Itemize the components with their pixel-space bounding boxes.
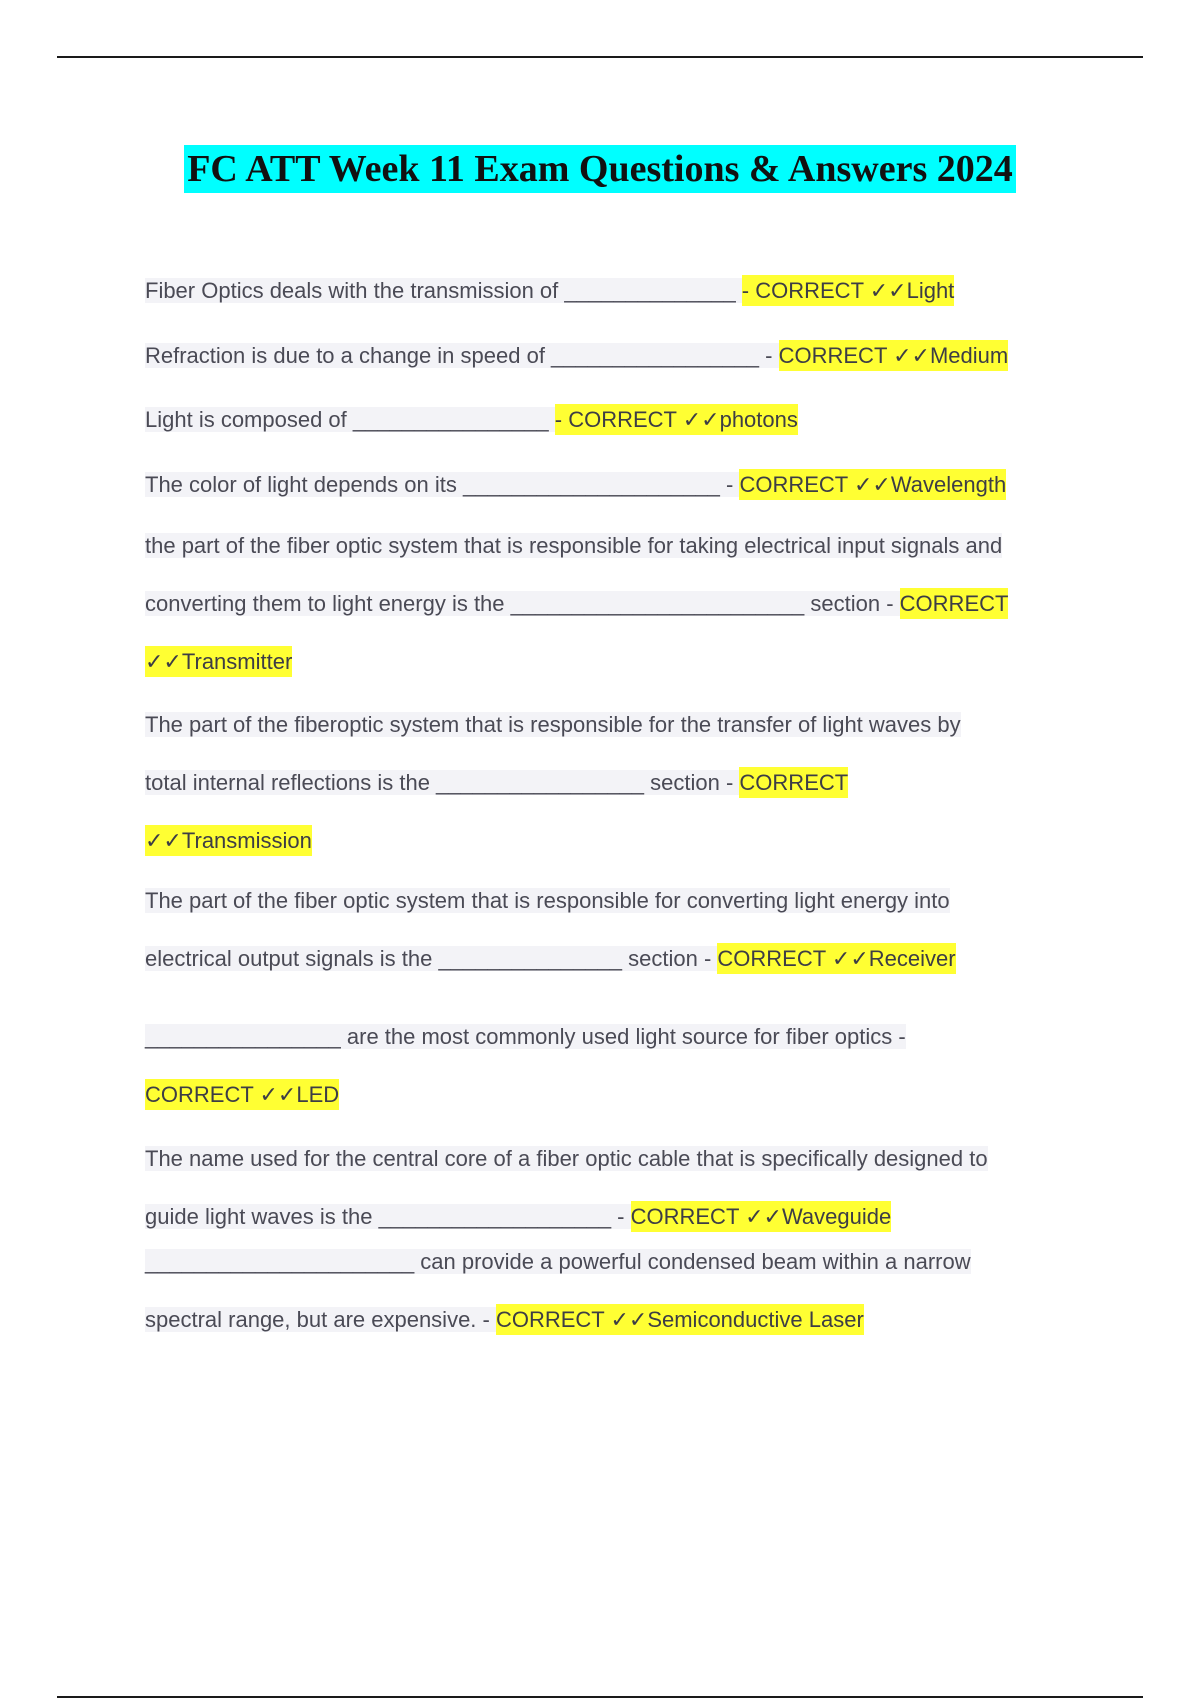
answer-highlight: CORRECT ✓✓Semiconductive Laser	[496, 1304, 864, 1335]
qa-line	[145, 1008, 906, 1066]
qa-line	[145, 327, 1008, 385]
qa-line	[145, 575, 1008, 633]
qa-line	[145, 696, 961, 754]
question-text: ________________ are the most commonly used light source for fiber optics -	[145, 1024, 906, 1049]
qa-line	[145, 1066, 906, 1124]
qa-line	[145, 517, 1008, 575]
qa-item	[145, 1008, 906, 1124]
qa-item	[145, 391, 798, 449]
qa-item	[145, 1233, 971, 1349]
answer-highlight: ✓✓Transmission	[145, 825, 312, 856]
question-text: the part of the fiber optic system that is responsible for taking electrical input signals and	[145, 533, 1003, 558]
question-text: total internal reflections is the _________________ section -	[145, 770, 740, 795]
answer-highlight: - CORRECT ✓✓Light	[742, 275, 955, 306]
answer-highlight: CORRECT	[739, 767, 848, 798]
qa-line	[145, 456, 1006, 514]
question-text: guide light waves is the ___________________ -	[145, 1204, 631, 1229]
answer-highlight: ✓✓Transmitter	[145, 646, 292, 677]
question-text: converting them to light energy is the ________________________ section -	[145, 591, 900, 616]
answer-highlight: CORRECT ✓✓Wavelength	[739, 469, 1006, 500]
qa-item	[145, 1130, 988, 1246]
document-title: FC ATT Week 11 Exam Questions & Answers 2024	[184, 145, 1016, 193]
question-text: Light is composed of ________________	[145, 407, 555, 432]
question-text: The part of the fiber optic system that is responsible for converting light energy into	[145, 888, 950, 913]
qa-item	[145, 327, 1008, 385]
qa-line	[145, 633, 1008, 691]
qa-line	[145, 872, 956, 930]
qa-line	[145, 1291, 971, 1349]
qa-item	[145, 517, 1008, 691]
answer-highlight: CORRECT	[900, 588, 1009, 619]
answer-highlight: CORRECT ✓✓Medium	[779, 340, 1009, 371]
qa-line	[145, 391, 798, 449]
qa-item	[145, 456, 1006, 514]
question-text: spectral range, but are expensive. -	[145, 1307, 496, 1332]
qa-line	[145, 812, 961, 870]
question-text: The name used for the central core of a fiber optic cable that is specifically designed to	[145, 1146, 988, 1171]
question-text: ______________________ can provide a powerful condensed beam within a narrow	[145, 1249, 971, 1274]
question-text: The color of light depends on its _____________________ -	[145, 472, 740, 497]
qa-line	[145, 262, 954, 320]
answer-highlight: CORRECT ✓✓LED	[145, 1079, 339, 1110]
qa-line	[145, 930, 956, 988]
qa-item	[145, 872, 956, 988]
question-text: Fiber Optics deals with the transmission of ______________	[145, 278, 742, 303]
answer-highlight: CORRECT ✓✓Waveguide	[631, 1201, 892, 1232]
question-text: The part of the fiberoptic system that is responsible for the transfer of light waves by	[145, 712, 961, 737]
title-container	[0, 145, 1200, 193]
top-rule	[57, 56, 1143, 58]
answer-highlight: CORRECT ✓✓Receiver	[717, 943, 955, 974]
question-text: electrical output signals is the _______________ section -	[145, 946, 718, 971]
qa-line	[145, 1130, 988, 1188]
answer-highlight: - CORRECT ✓✓photons	[555, 404, 798, 435]
question-text: Refraction is due to a change in speed of _________________ -	[145, 343, 779, 368]
qa-item	[145, 696, 961, 870]
qa-line	[145, 1233, 971, 1291]
bottom-rule	[57, 1696, 1143, 1698]
qa-line	[145, 754, 961, 812]
qa-item	[145, 262, 954, 320]
